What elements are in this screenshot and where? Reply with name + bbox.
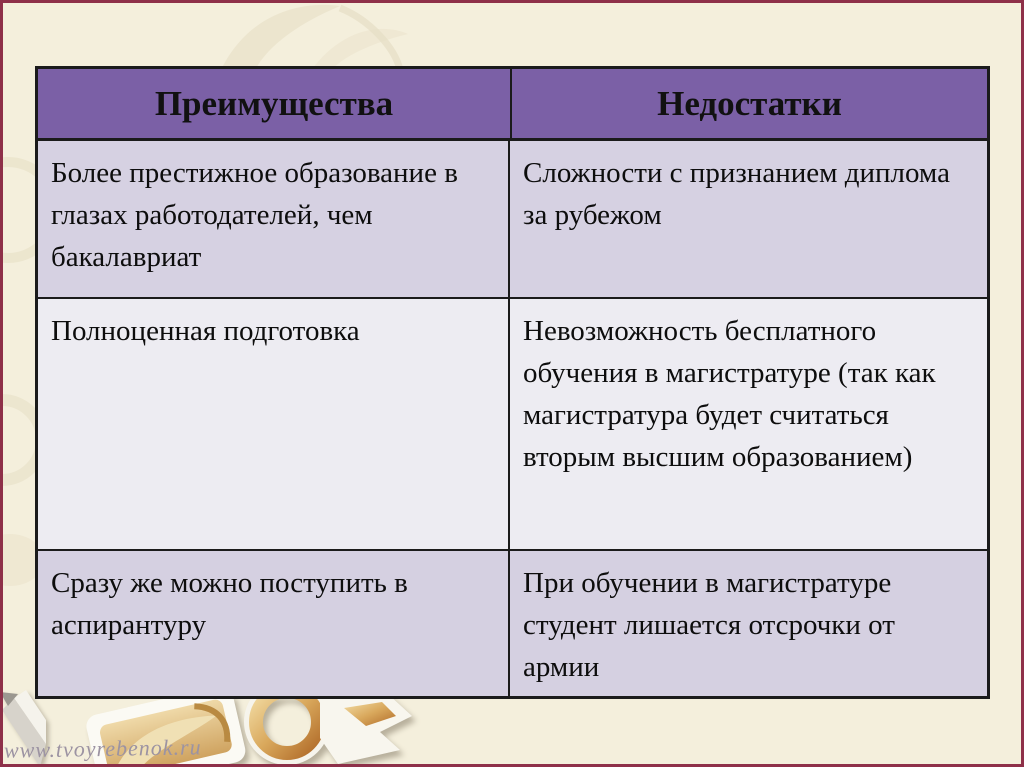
cell-advantage-3: Сразу же можно поступить в аспирантуру (38, 551, 510, 696)
left-flourish2-icon (0, 380, 40, 620)
cell-disadvantage-3: При обучении в магистратуре студент лишается отсрочки от армии (523, 567, 895, 683)
comparison-table (35, 66, 990, 699)
header-advantages: Преимущества (38, 69, 512, 138)
table-header-row (38, 69, 987, 141)
left-flourish-icon (0, 130, 40, 330)
cell-disadvantage-1: Сложности с признанием диплома за рубежом (523, 157, 950, 231)
table-row (38, 141, 987, 299)
table-row (38, 551, 987, 696)
leaf-flourish-icon (190, 0, 410, 72)
header-disadvantages: Недостатки (657, 83, 842, 123)
cell-disadvantage-2: Невозможность бесплатного обучения в магистратуре (так как магистратура будет считаться вторым высшим образованием) (523, 315, 936, 473)
watermark-url: www.tvoyrebenok.ru (3, 734, 202, 763)
cell-advantage-1: Более престижное образование в глазах работодателей, чем бакалавриат (38, 141, 510, 297)
cell-advantage-2: Полноценная подготовка (38, 299, 510, 549)
table-row (38, 299, 987, 551)
